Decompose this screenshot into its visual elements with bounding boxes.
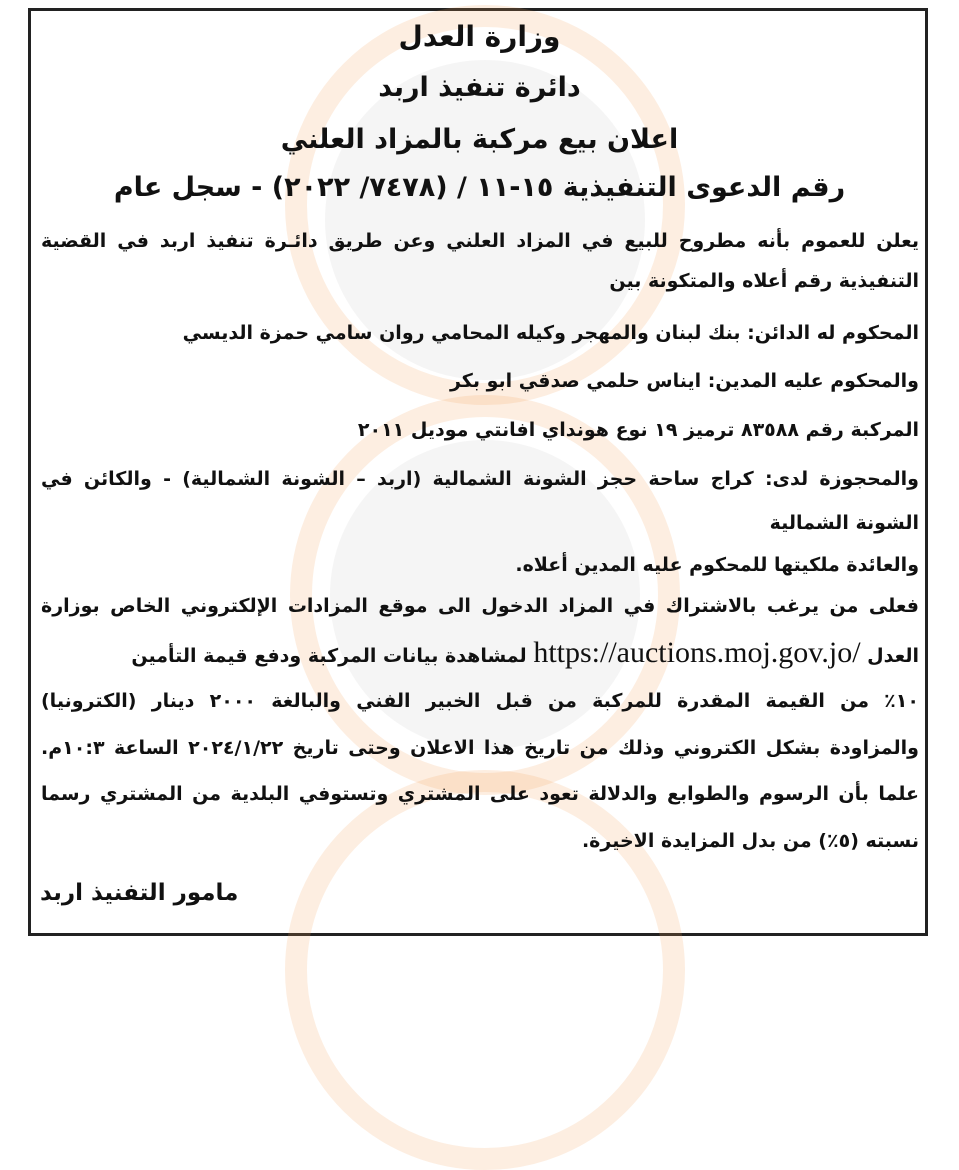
body-line: ١٠٪ من القيمة المقدرة للمركبة من قبل الخبير الفني والبالغة ٢٠٠٠ دينار (الكترونيا) bbox=[41, 690, 919, 712]
ministry-title: وزارة العدل bbox=[398, 20, 561, 53]
signature: مامور التفنيذ اربد bbox=[40, 880, 239, 906]
location-line: والمحجوزة لدى: كراج ساحة حجز الشونة الشمالية (اربد – الشونة الشمالية) - والكائن في bbox=[41, 468, 919, 490]
url-line-end: لمشاهدة بيانات المركبة ودفع قيمة التأمين bbox=[131, 645, 527, 667]
department-title: دائرة تنفيذ اربد bbox=[378, 72, 581, 103]
case-number: رقم الدعوى التنفيذية ١٥-١١ / (٧٤٧٨/ ٢٠٢٢) - سجل عام bbox=[113, 172, 846, 203]
body-line: الشونة الشمالية bbox=[769, 512, 919, 534]
body-line: فعلى من يرغب بالاشتراك في المزاد الدخول الى موقع المزادات الإلكتروني الخاص بوزارة bbox=[41, 595, 919, 617]
body-line: يعلن للعموم بأنه مطروح للبيع في المزاد العلني وعن طريق دائـرة تنفيذ اربد في القضية bbox=[41, 230, 919, 252]
body-line: نسبته (٥٪) من بدل المزايدة الاخيرة. bbox=[581, 830, 919, 852]
body-line: والعائدة ملكيتها للمحكوم عليه المدين أعلاه. bbox=[515, 554, 919, 576]
creditor-line: المحكوم له الدائن: بنك لبنان والمهجر وكيله المحامي روان سامي حمزة الديسي bbox=[182, 322, 919, 344]
auction-url-link[interactable]: https://auctions.moj.gov.jo/ bbox=[533, 636, 861, 669]
body-line: علما بأن الرسوم والطوابع والدلالة تعود على المشتري وتستوفي البلدية من المشتري رسما bbox=[41, 783, 919, 805]
url-line-start: العدل bbox=[867, 645, 919, 667]
body-line: التنفيذية رقم أعلاه والمتكونة بين bbox=[609, 270, 919, 292]
notice-title: اعلان بيع مركبة بالمزاد العلني bbox=[280, 124, 679, 155]
debtor-line: والمحكوم عليه المدين: ايناس حلمي صدقي ابو بكر bbox=[449, 370, 919, 392]
deadline-line: والمزاودة بشكل الكتروني وذلك من تاريخ هذا الاعلان وحتى تاريخ ٢٠٢٤/١/٢٢ الساعة ١٠:٣م. bbox=[41, 737, 919, 759]
vehicle-line: المركبة رقم ٨٣٥٨٨ ترميز ١٩ نوع هونداي افانتي موديل ٢٠١١ bbox=[357, 419, 919, 441]
url-line bbox=[41, 636, 919, 670]
